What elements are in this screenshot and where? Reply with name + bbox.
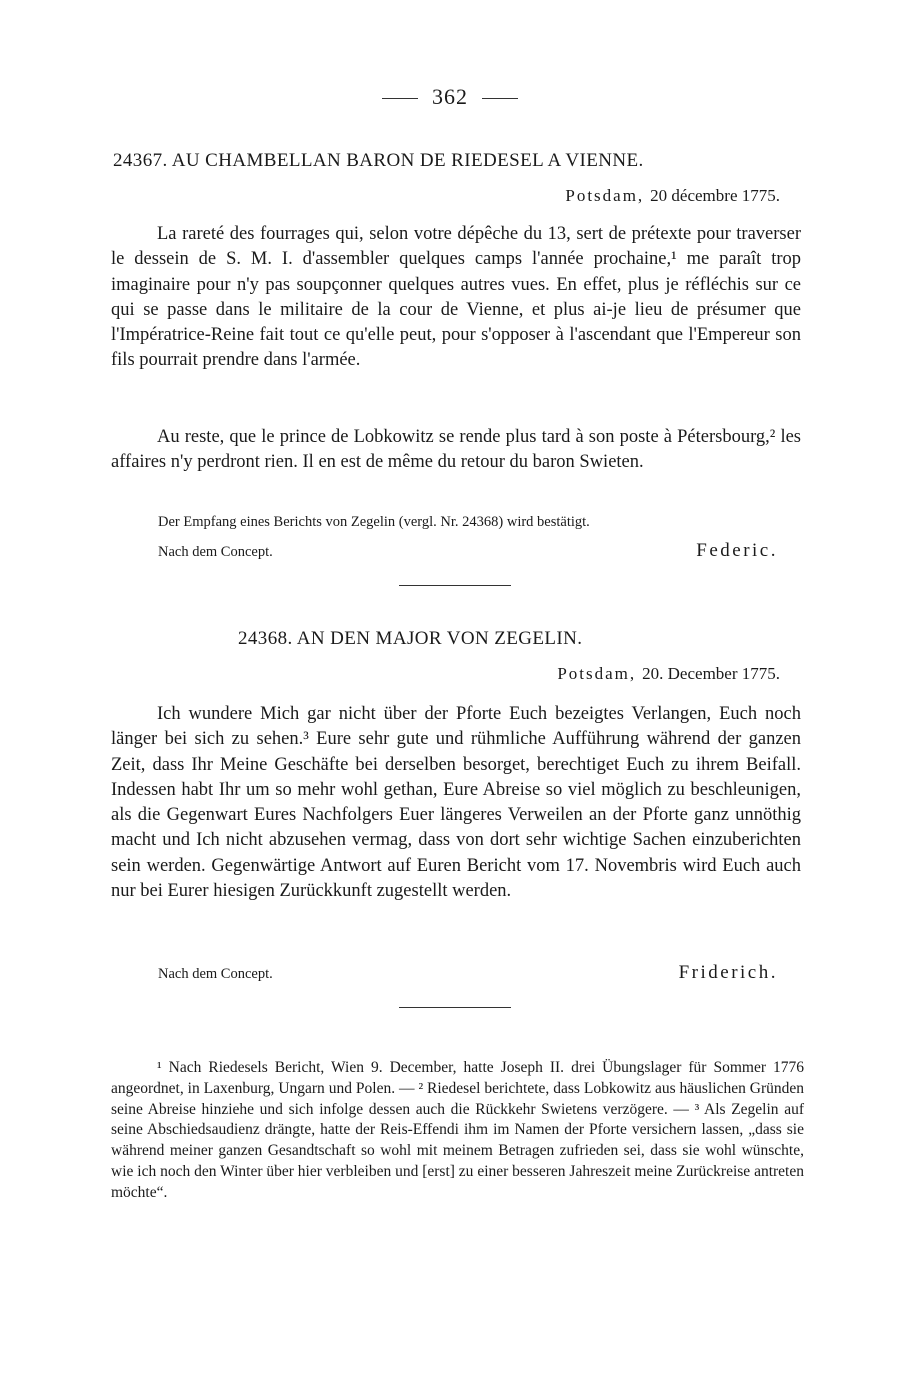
section-divider: [399, 1007, 511, 1008]
header-dash-right: [482, 98, 518, 99]
footnotes: ¹ Nach Riedesels Bericht, Wien 9. December, hatte Joseph II. drei Übungslager für Sommer 1776 angeordnet, in Laxenburg, Ungarn und Polen. — ² Riedesel berichtete, dass Lobkowitz aus häuslichen Gründen seine Abreise hinziehe und sich infolge dessen auch die Rückkehr Swietens verzögere. — ³ Als Zegelin auf seine Abschiedsaudienz drängte, hatte der Reis-Effendi ihm im Namen der Pforte versichern lassen, „dass sie während meiner ganzen Gesandtschaft so wohl mit meinem Betragen zufrieden sei, dass sie wohl wünschte, wie ich noch den Winter über hier verbleiben und [erst] zu einer besseren Jahreszeit meine Zurückreise antreten möchte“.: [111, 1059, 804, 1201]
letter-source: Nach dem Concept.: [158, 544, 273, 560]
letter-paragraph: Au reste, que le prince de Lobkowitz se rende plus tard à son poste à Pétersbourg,² les affaires n'y perdront rien. Il en est de même du retour du baron Swieten.: [111, 427, 801, 473]
header-dash-left: [382, 98, 418, 99]
section-divider: [399, 585, 511, 586]
letter-signature: Friderich.: [678, 962, 778, 983]
letter-heading-24368: 24368. AN DEN MAJOR VON ZEGELIN.: [238, 628, 583, 649]
letter-paragraph: Ich wundere Mich gar nicht über der Pforte Euch bezeigtes Verlangen, Euch noch länger bei sich zu sehen.³ Eure sehr gute und rühmliche Aufführung während der ganzen Zeit, dass Ihr Meine Geschäfte bei derselben besorget, berechtiget Euch zu ihrem Beifall. Indessen habt Ihr um so mehr wohl gethan, Eure Abreise so viel möglich zu beschleunigen, als die Gegenwart Eures Nachfolgers Euer längeres Verweilen an der Pforte ganz unnöthig macht und Ich nicht abzusehen vermag, dass von dort sehr wichtige Sachen einzuberichten sein werden. Gegenwärtige Antwort auf Euren Bericht vom 17. Novembris wird Euch auch nur bei Eurer hiesigen Zurückkunft zugestellt werden.: [111, 704, 801, 902]
dateline-place: Potsdam,: [565, 186, 645, 205]
letter-dateline-24367: [565, 186, 780, 206]
letter-signature: Federic.: [696, 540, 778, 561]
page-number: 362: [432, 84, 468, 109]
letter-source: Nach dem Concept.: [158, 966, 273, 982]
dateline-place: Potsdam,: [557, 664, 637, 683]
letter-heading-24367: 24367. AU CHAMBELLAN BARON DE RIEDESEL A VIENNE.: [113, 150, 644, 171]
page-header: [0, 84, 900, 110]
letter-dateline-24368: [557, 664, 780, 684]
letter-note: Der Empfang eines Berichts von Zegelin (vergl. Nr. 24368) wird bestätigt.: [158, 514, 590, 530]
dateline-date: 20 décembre 1775.: [650, 186, 780, 205]
dateline-date: 20. December 1775.: [642, 664, 780, 683]
letter-paragraph: La rareté des fourrages qui, selon votre dépêche du 13, sert de prétexte pour traverser le dessein de S. M. I. d'assembler quelques camps l'année prochaine,¹ me paraît trop imaginaire pour n'y pas soupçonner quelques autres vues. En effet, plus je réfléchis sur ce qui se passe dans le militaire de la cour de Vienne, et plus ai-je lieu de présumer que l'Impératrice-Reine fait tout ce qu'elle peut, pour s'opposer à l'ascendant que l'Empereur son fils pourrait prendre dans l'armée.: [111, 224, 801, 371]
